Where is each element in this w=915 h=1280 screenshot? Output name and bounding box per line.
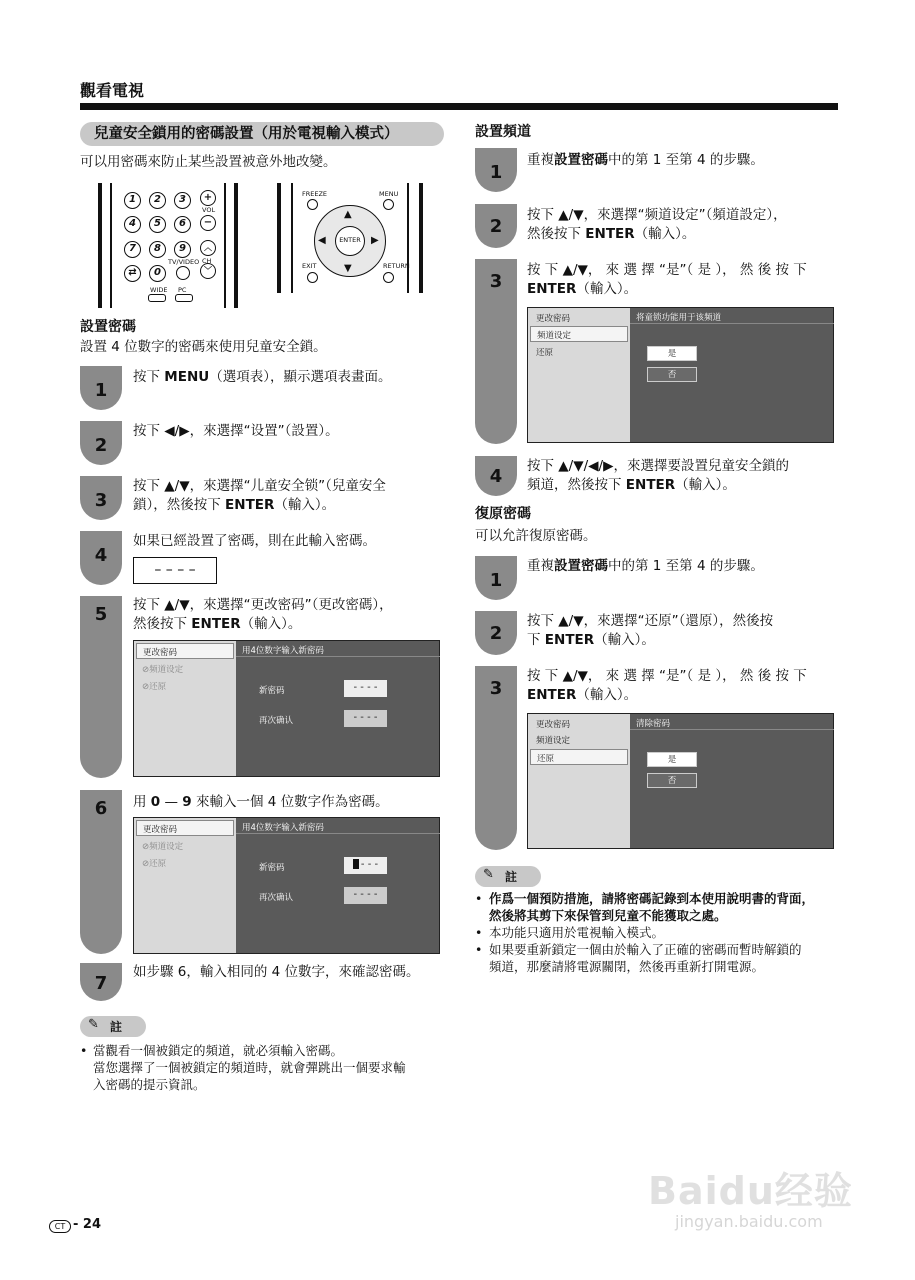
step-number: 4 — [475, 456, 517, 496]
step-number: 3 — [475, 259, 517, 444]
num-2-icon: 2 — [149, 192, 166, 209]
step-number: 3 — [80, 476, 122, 520]
num-9-icon: 9 — [174, 241, 191, 258]
num-1-icon: 1 — [124, 192, 141, 209]
pencil-icon: ✎ — [483, 867, 494, 882]
menu-item-change-password[interactable]: 更改密码 — [136, 820, 234, 836]
down-arrow-icon: ▼ — [344, 263, 352, 274]
return-button-icon — [383, 272, 394, 283]
vol-up-icon: + — [200, 190, 216, 206]
step-text: 重複設置密碼中的第 1 至第 4 的步驟。 — [527, 152, 764, 168]
page-number: - 24 — [73, 1217, 102, 1232]
menu-item-change-password[interactable]: 更改密码 — [536, 720, 571, 730]
menu-item-channel-setup[interactable]: 频道设定 — [530, 326, 628, 342]
step-number: 4 — [80, 531, 122, 585]
step-text: 如步驟 6，輸入相同的 4 位數字，來確認密碼。 — [133, 964, 420, 980]
new-password-field[interactable]: - - - - — [344, 680, 387, 697]
note-badge: ✎ 註 — [80, 1016, 146, 1037]
up-arrow-icon: ▲ — [344, 209, 352, 220]
note-text: 本功能只適用於電視輸入模式。 — [489, 925, 665, 940]
sub-title: 設置密碼 — [80, 319, 136, 335]
step-text: 按下 ▲/▼，來選擇“更改密码”（更改密碼）， 然後按下 ENTER（輸入）。 — [133, 597, 393, 632]
note-bullet: • — [475, 891, 483, 906]
right-arrow-icon: ▶ — [371, 235, 379, 246]
yes-button[interactable]: 是 — [647, 752, 697, 767]
num-7-icon: 7 — [124, 241, 141, 258]
wide-label: WIDE — [150, 286, 168, 294]
menu-item-reset[interactable]: ⊘还原 — [142, 859, 167, 869]
section-title: 兒童安全鎖用的密碼設置（用於電視輸入模式） — [80, 122, 444, 146]
menu-screen-enter-password — [133, 817, 440, 954]
tv-video-button-icon — [176, 266, 190, 280]
pc-button-icon — [175, 294, 193, 302]
num-8-icon: 8 — [149, 241, 166, 258]
confirm-password-label: 再次确认 — [259, 893, 294, 903]
menu-screen-channel-lock — [527, 307, 834, 443]
section-intro: 可以用密碼來防止某些設置被意外地改變。 — [80, 154, 337, 170]
header-rule — [80, 103, 838, 110]
step-text: 按下 ◀/▶，來選擇“设置”（設置）。 — [133, 423, 339, 439]
new-password-label: 新密码 — [259, 863, 285, 873]
note-bullet: • — [475, 925, 483, 940]
step-number: 2 — [475, 204, 517, 248]
exit-label: EXIT — [302, 262, 317, 270]
watermark-logo: Baidu经验 — [648, 1169, 853, 1213]
note-bullet: • — [475, 942, 483, 957]
screen-header: 用4位数字输入新密码 — [236, 641, 440, 657]
no-button[interactable]: 否 — [647, 773, 697, 788]
step-number: 1 — [80, 366, 122, 410]
step-number: 1 — [475, 556, 517, 600]
vol-down-icon: − — [200, 215, 216, 231]
step-text: 按下 ▲/▼，來選擇“频道设定”（頻道設定）， 然後按下 ENTER（輸入）。 — [527, 207, 787, 242]
menu-item-channel-setup[interactable]: ⊘频道设定 — [142, 842, 184, 852]
confirm-password-label: 再次确认 — [259, 716, 294, 726]
language-badge: CT — [49, 1220, 71, 1233]
flashback-icon: ⇄ — [124, 265, 141, 282]
menu-item-reset[interactable]: 还原 — [530, 749, 628, 765]
pc-label: PC — [178, 286, 187, 294]
confirm-password-field[interactable]: - - - - — [344, 887, 387, 904]
step-number: 6 — [80, 790, 122, 954]
screen-header: 清除密码 — [630, 714, 834, 730]
sub-intro: 設置 4 位數字的密碼來使用兒童安全鎖。 — [80, 339, 327, 355]
note-bullet: • — [80, 1043, 88, 1058]
num-4-icon: 4 — [124, 216, 141, 233]
num-3-icon: 3 — [174, 192, 191, 209]
screen-header: 将童锁功能用于该频道 — [630, 308, 834, 324]
watermark-url: jingyan.baidu.com — [675, 1212, 823, 1231]
menu-item-change-password[interactable]: 更改密码 — [136, 643, 234, 659]
new-password-field[interactable]: - - - — [344, 857, 387, 874]
step-text: 重複設置密碼中的第 1 至第 4 的步驟。 — [527, 558, 764, 574]
page-header-title: 觀看電視 — [80, 81, 145, 100]
step-number: 3 — [475, 666, 517, 850]
step-number: 2 — [80, 421, 122, 465]
new-password-label: 新密码 — [259, 686, 285, 696]
note-text: 當觀看一個被鎖定的頻道，就必須輸入密碼。 當您選擇了一個被鎖定的頻道時，就會彈跳出一個要求輸 入密碼的提示資訊。 — [93, 1043, 406, 1092]
menu-button-icon — [383, 199, 394, 210]
confirm-password-field[interactable]: - - - - — [344, 710, 387, 727]
menu-screen-reset — [527, 713, 834, 849]
return-label: RETURN — [383, 262, 410, 270]
step-text: 按 下 ▲/▼， 來 選 擇 “是”（ 是 ）， 然 後 按 下 ENTER（輸入）。 — [527, 262, 807, 297]
pencil-icon: ✎ — [88, 1017, 99, 1032]
yes-button[interactable]: 是 — [647, 346, 697, 361]
remote-keypad-illustration — [98, 183, 238, 308]
step-text: 按下 ▲/▼，來選擇“还原”（還原），然後按 下 ENTER（輸入）。 — [527, 613, 774, 648]
menu-item-reset[interactable]: ⊘还原 — [142, 682, 167, 692]
step-number: 5 — [80, 596, 122, 778]
note-text-bold: 作爲一個預防措施，請將密碼記錄到本使用說明書的背面， 然後將其剪下來保管到兒童不能獲取之處。 — [489, 891, 815, 923]
freeze-label: FREEZE — [302, 190, 328, 198]
menu-item-channel-setup[interactable]: 频道设定 — [536, 736, 571, 746]
enter-button-icon: ENTER — [335, 226, 365, 256]
step-number: 1 — [475, 148, 517, 192]
tvvideo-label: TV/VIDEO — [168, 258, 200, 266]
right-section-title: 設置頻道 — [475, 124, 531, 140]
step-text: 按下 ▲/▼/◀/▶，來選擇要設置兒童安全鎖的 頻道，然後按下 ENTER（輸入）。 — [527, 458, 789, 493]
step-text: 按下 MENU（選項表），顯示選項表畫面。 — [133, 369, 392, 385]
note-badge: ✎ 註 — [475, 866, 541, 887]
ch-label: CH — [202, 257, 212, 265]
menu-label: MENU — [379, 190, 399, 198]
step-text: 按下 ▲/▼，來選擇“儿童安全锁”（兒童安全 鎖），然後按下 ENTER（輸入）。 — [133, 478, 386, 513]
menu-item-channel-setup[interactable]: ⊘频道设定 — [142, 665, 184, 675]
ch-down-icon: ﹀ — [200, 263, 216, 279]
password-entry-box[interactable]: – – – – — [133, 557, 217, 584]
step-number: 7 — [80, 963, 122, 1001]
step-number: 2 — [475, 611, 517, 655]
vol-label: VOL — [202, 206, 216, 214]
right-section2-intro: 可以允許復原密碼。 — [475, 528, 597, 544]
menu-item-change-password[interactable]: 更改密码 — [536, 314, 571, 324]
step-text: 如果已經設置了密碼，則在此輸入密碼。 — [133, 533, 376, 549]
no-button[interactable]: 否 — [647, 367, 697, 382]
num-6-icon: 6 — [174, 216, 191, 233]
step-text: 用 0 — 9 來輸入一個 4 位數字作為密碼。 — [133, 794, 389, 810]
note-text: 如果要重新鎖定一個由於輸入了正確的密碼而暫時解鎖的 頻道，那麼請將電源關閉，然後再重新打開電源。 — [489, 942, 802, 974]
menu-screen-change-password — [133, 640, 440, 777]
left-arrow-icon: ◀ — [318, 235, 326, 246]
freeze-button-icon — [307, 199, 318, 210]
num-0-icon: 0 — [149, 265, 166, 282]
step-text: 按 下 ▲/▼， 來 選 擇 “是”（ 是 ）， 然 後 按 下 ENTER（輸入）。 — [527, 668, 807, 703]
exit-button-icon — [307, 272, 318, 283]
menu-item-reset[interactable]: 还原 — [536, 348, 554, 358]
right-section2-title: 復原密碼 — [475, 506, 531, 522]
ch-up-icon: ︿ — [200, 240, 216, 256]
wide-button-icon — [148, 294, 166, 302]
num-5-icon: 5 — [149, 216, 166, 233]
screen-header: 用4位数字输入新密码 — [236, 818, 440, 834]
